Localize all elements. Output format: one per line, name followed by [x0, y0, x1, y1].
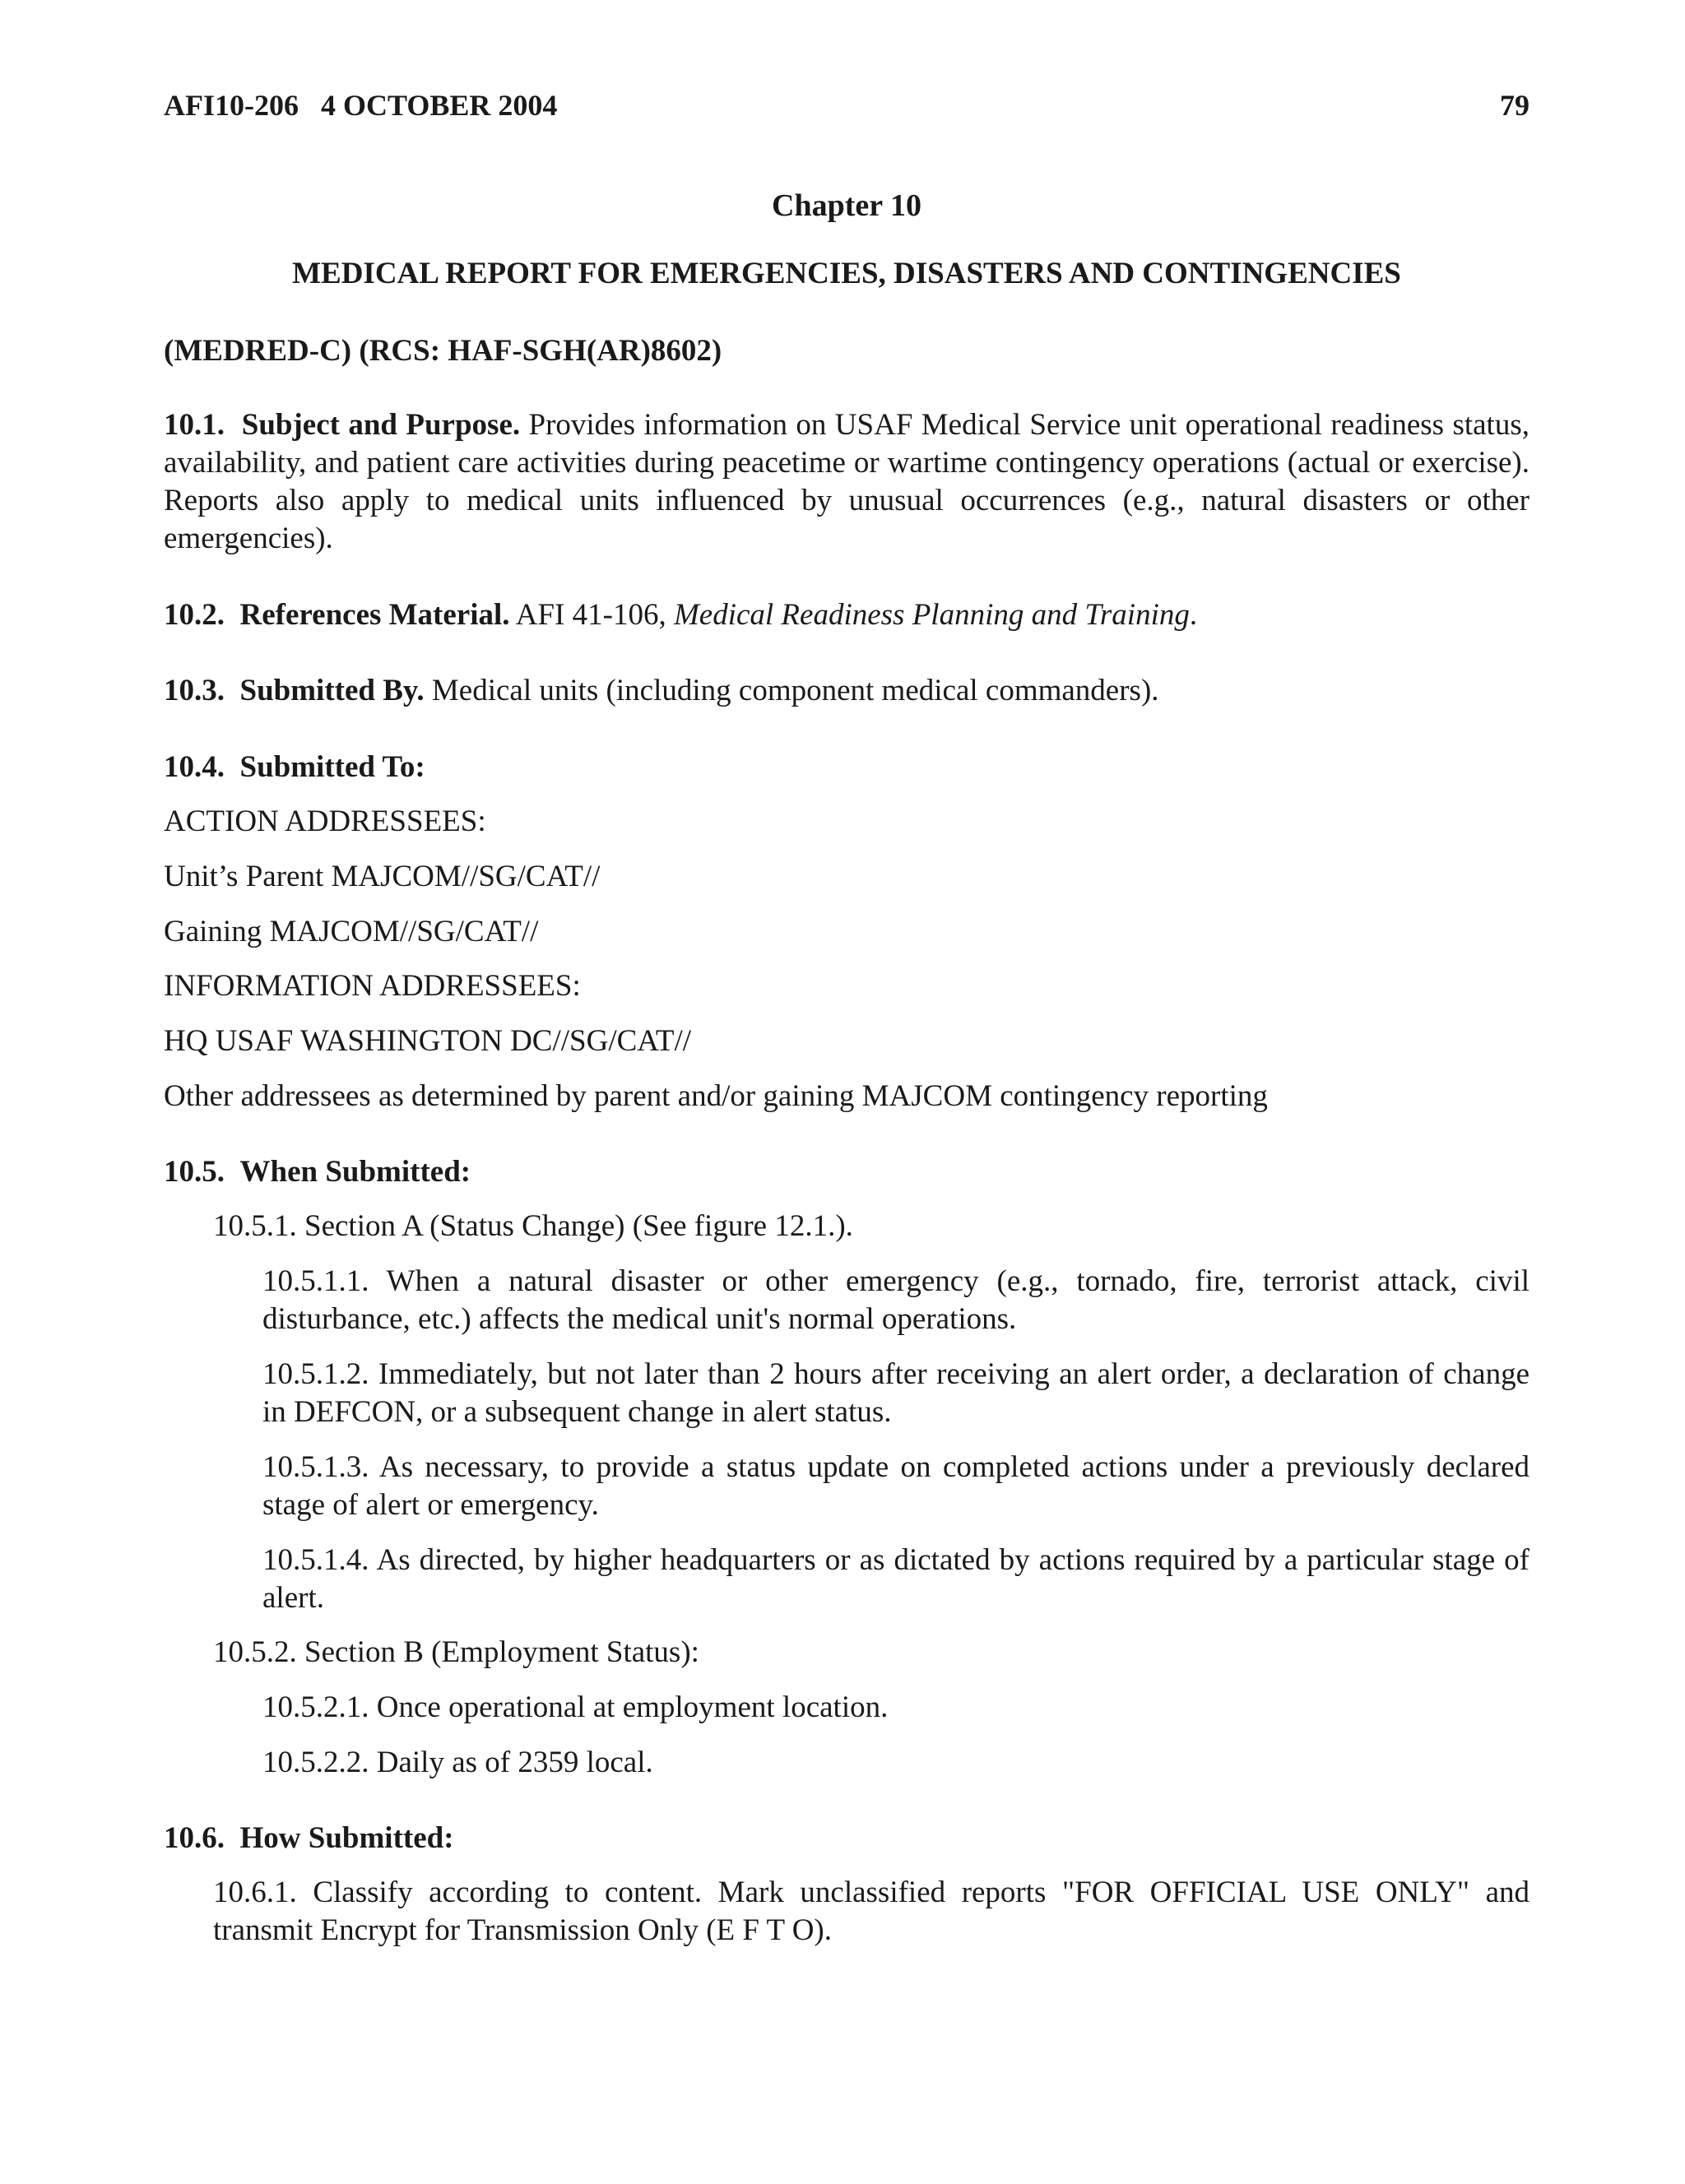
section-10-5-2-1: 10.5.2.1. Once operational at employment location. [262, 1690, 889, 1724]
section-number: 10.2. [164, 598, 225, 632]
section-10-1 [164, 406, 1529, 558]
report-control-symbol: (MEDRED-C) (RCS: HAF-SGH(AR)8602) [164, 334, 722, 368]
addressee-line: Other addressees as determined by parent and/or gaining MAJCOM contingency reporting [164, 1079, 1268, 1113]
addressee-line: Unit’s Parent MAJCOM//SG/CAT// [164, 860, 601, 893]
section-10-5-heading [164, 1153, 1529, 1191]
section-10-4-heading [164, 749, 1529, 786]
chapter-title: MEDICAL REPORT FOR EMERGENCIES, DISASTERS AND CONTINGENCIES [292, 257, 1401, 290]
chapter-label: Chapter 10 [772, 188, 921, 223]
section-number: 10.3. [164, 674, 225, 707]
reference-title: Medical Readiness Planning and Training [673, 598, 1190, 632]
section-10-5-2: 10.5.2. Section B (Employment Status): [213, 1635, 699, 1669]
section-heading: Submitted To: [239, 750, 425, 784]
section-10-6-1: 10.6.1. Classify according to content. Mark unclassified reports "FOR OFFICIAL USE ONLY" and transmit Encrypt for Transmission Only (E F T O). [213, 1876, 1529, 1947]
section-text: Provides information on USAF Medical Service unit operational readiness status, availability, and patient care activities during peacetime or wartime contingency operations (actual or exercise). Reports also apply to medical units influenced by unusual occurrences (e.g., natural disasters or other emergencies). [164, 408, 1529, 555]
addressee-line: Gaining MAJCOM//SG/CAT// [164, 915, 539, 948]
section-number: 10.4. [164, 750, 225, 784]
section-10-5-1-1: 10.5.1.1. When a natural disaster or other emergency (e.g., tornado, fire, terrorist attack, civil disturbance, etc.) affects the medical unit's normal operations. [262, 1264, 1529, 1336]
section-number: 10.6. [164, 1821, 225, 1855]
section-10-2 [164, 596, 1529, 634]
document-id: AFI10-206 4 OCTOBER 2004 [164, 89, 558, 122]
addressee-line: ACTION ADDRESSEES: [164, 805, 486, 838]
section-10-5-2-2: 10.5.2.2. Daily as of 2359 local. [262, 1746, 653, 1779]
running-header [164, 88, 1529, 129]
section-heading: Subject and Purpose. [241, 408, 521, 442]
section-text: Medical units (including component medical commanders). [424, 674, 1159, 707]
section-number: 10.1. [164, 408, 225, 442]
addressee-line: INFORMATION ADDRESSEES: [164, 969, 581, 1003]
section-heading: Submitted By. [239, 674, 425, 707]
section-heading: References Material. [239, 598, 510, 632]
section-heading: When Submitted: [239, 1155, 471, 1189]
section-10-5-1: 10.5.1. Section A (Status Change) (See figure 12.1.). [213, 1209, 853, 1243]
section-10-5-1-3: 10.5.1.3. As necessary, to provide a status update on completed actions under a previously declared stage of alert or emergency. [262, 1450, 1529, 1522]
page-number: 79 [1500, 89, 1529, 122]
section-10-6-heading [164, 1820, 1529, 1857]
section-number: 10.5. [164, 1155, 225, 1189]
section-heading: How Submitted: [239, 1821, 454, 1855]
section-10-5-1-2: 10.5.1.2. Immediately, but not later than 2 hours after receiving an alert order, a declaration of change in DEFCON, or a subsequent change in alert status. [262, 1357, 1529, 1429]
section-text-tail: . [1189, 598, 1198, 632]
section-text: AFI 41-106, [509, 598, 674, 632]
section-10-3 [164, 672, 1529, 710]
section-10-5-1-4: 10.5.1.4. As directed, by higher headquarters or as dictated by actions required by a particular stage of alert. [262, 1543, 1529, 1615]
addressee-line: HQ USAF WASHINGTON DC//SG/CAT// [164, 1024, 692, 1058]
